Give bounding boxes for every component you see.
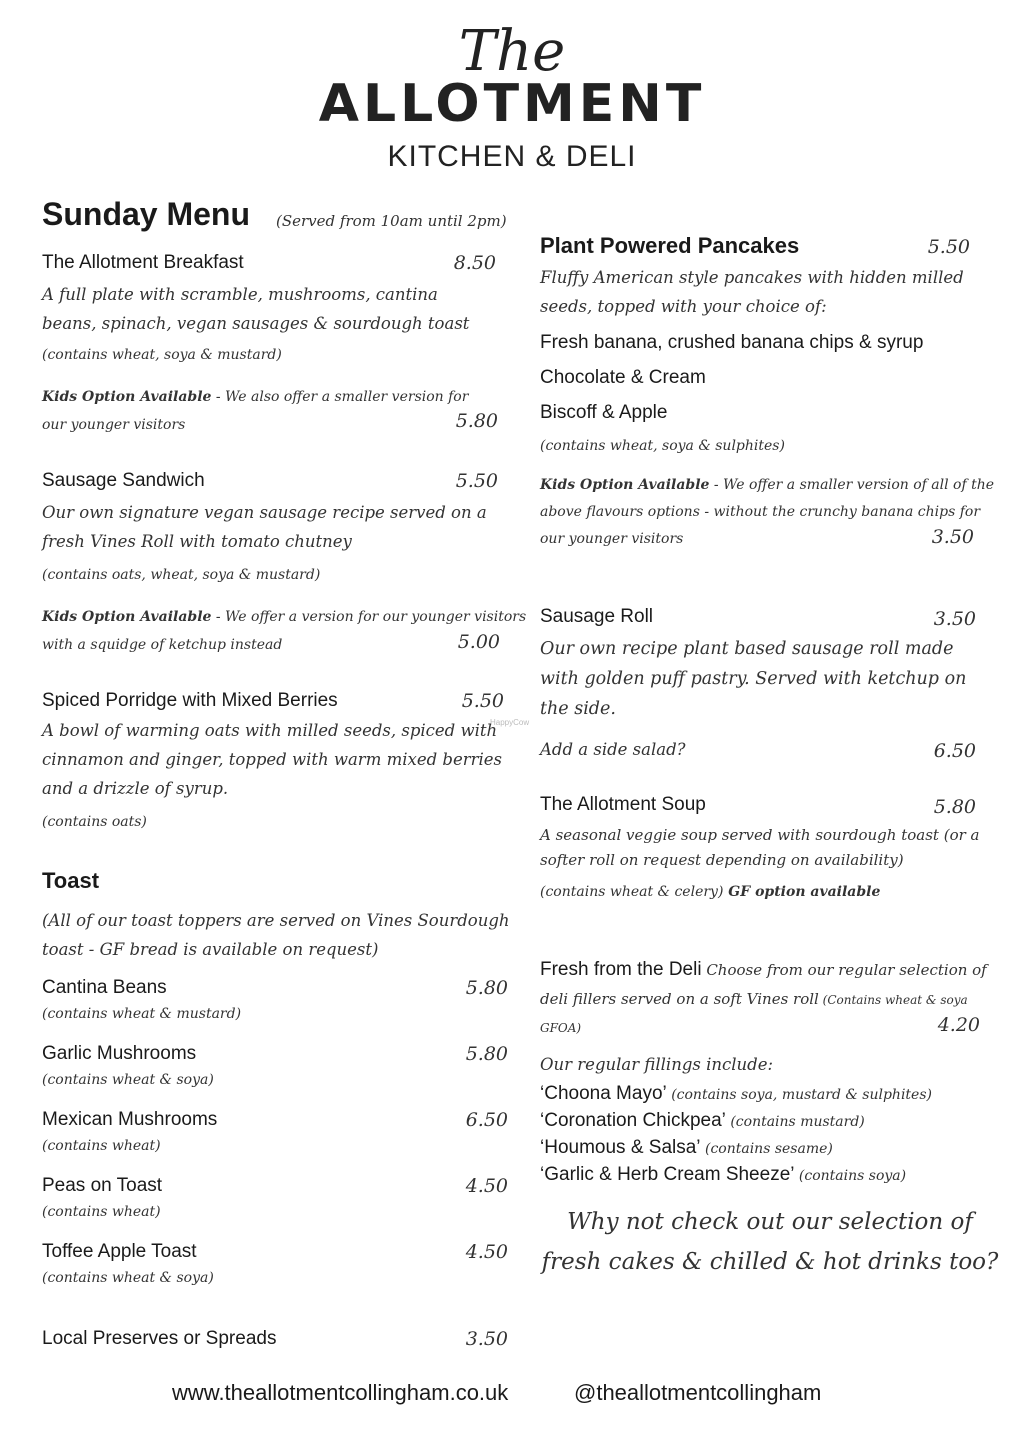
toast-item-allergens: (contains wheat) [42, 1138, 161, 1154]
served-time: (Served from 10am until 2pm) [276, 212, 507, 230]
logo-subtitle: KITCHEN & DELI [387, 140, 637, 173]
preserves-name: Local Preserves or Spreads [42, 1328, 277, 1349]
kids-label: Kids Option Available [540, 477, 710, 493]
toast-item-allergens: (contains wheat & soya) [42, 1270, 214, 1286]
toast-item-allergens: (contains wheat & mustard) [42, 1006, 242, 1022]
item-roll-price: 3.50 [933, 608, 976, 630]
pancake-option: Chocolate & Cream [540, 367, 706, 388]
item-roll-name: Sausage Roll [540, 606, 654, 627]
footer-social[interactable]: @theallotmentcollingham [574, 1380, 822, 1405]
item-pancakes-kids: Kids Option Available - We offer a smaller version of all of the above flavours options - without the crunchy banana chips for our younger visitors [540, 477, 995, 547]
toast-item-price: 5.80 [465, 1043, 508, 1065]
footer-website[interactable]: www.theallotmentcollingham.co.uk [172, 1380, 509, 1405]
item-breakfast-desc: A full plate with scramble, mushrooms, cantina beans, spinach, vegan sausages & sourdough toast [42, 285, 470, 333]
item-sandwich-desc: Our own signature vegan sausage recipe served on a fresh Vines Roll with tomato chutney [42, 503, 487, 551]
fillings-intro: Our regular fillings include: [540, 1055, 774, 1074]
filling-item: ‘Choona Mayo’ (contains soya, mustard & sulphites) [540, 1083, 932, 1104]
item-deli-name: Fresh from the Deli [540, 959, 702, 980]
promo-text: Why not check out our selection of fresh cakes & chilled & hot drinks too? [541, 1209, 999, 1275]
toast-item-name: Cantina Beans [42, 977, 167, 998]
toast-item-name: Mexican Mushrooms [42, 1109, 218, 1130]
item-breakfast-allergens: (contains wheat, soya & mustard) [42, 347, 282, 363]
item-porridge-price: 5.50 [461, 690, 504, 712]
item-sandwich-name: Sausage Sandwich [42, 470, 205, 491]
toast-item-price: 5.80 [465, 977, 508, 999]
item-sandwich-allergens: (contains oats, wheat, soya & mustard) [42, 567, 321, 583]
item-breakfast-kids-price: 5.80 [455, 410, 498, 432]
happycow-watermark: HappyCow [490, 718, 530, 727]
toast-item-price: 4.50 [465, 1175, 508, 1197]
pancake-option: Fresh banana, crushed banana chips & syrup [540, 332, 924, 353]
preserves-price: 3.50 [465, 1328, 508, 1350]
item-roll-desc: Our own recipe plant based sausage roll made with golden puff pastry. Served with ketchup on the side. [540, 639, 967, 719]
item-porridge-allergens: (contains oats) [42, 814, 147, 830]
item-pancakes-allergens: (contains wheat, soya & sulphites) [540, 438, 785, 454]
item-pancakes-price: 5.50 [927, 236, 970, 258]
item-roll-side-label: Add a side salad? [540, 740, 686, 759]
gf-option-label: GF option available [723, 884, 881, 900]
toast-item-name: Toffee Apple Toast [42, 1241, 197, 1262]
item-breakfast-kids: Kids Option Available - We also offer a smaller version for our younger visitors [42, 389, 469, 433]
logo-main: ALLOTMENT [318, 74, 706, 134]
toast-heading: Toast [42, 868, 100, 893]
item-sandwich-kids-price: 5.00 [457, 631, 500, 653]
filling-item: ‘Houmous & Salsa’ (contains sesame) [540, 1137, 833, 1158]
item-soup-price: 5.80 [933, 796, 976, 818]
item-breakfast-name: The Allotment Breakfast [42, 252, 244, 273]
item-soup-desc: A seasonal veggie soup served with sourdough toast (or a softer roll on request depending on availability) [540, 826, 980, 869]
item-sandwich-kids: Kids Option Available - We offer a version for our younger visitors with a squidge of ketchup instead [42, 609, 527, 653]
filling-item: ‘Garlic & Herb Cream Sheeze’ (contains soya) [540, 1164, 907, 1185]
item-deli-allergens: (Contains wheat & soya GFOA) [540, 993, 968, 1035]
item-porridge-name: Spiced Porridge with Mixed Berries [42, 690, 338, 711]
toast-intro: (All of our toast toppers are served on Vines Sourdough toast - GF bread is available on request) [42, 911, 510, 959]
item-pancakes-name: Plant Powered Pancakes [540, 233, 800, 258]
toast-item-name: Peas on Toast [42, 1175, 163, 1196]
item-deli-desc: Choose from our regular selection of deli fillers served on a soft Vines roll [540, 961, 987, 1008]
menu-title: Sunday Menu [42, 196, 251, 232]
kids-label: Kids Option Available [42, 609, 212, 625]
kids-label: Kids Option Available [42, 389, 212, 405]
item-pancakes-kids-price: 3.50 [931, 526, 974, 548]
toast-item-allergens: (contains wheat & soya) [42, 1072, 214, 1088]
item-soup-allergens: (contains wheat & celery) GF option available [540, 884, 881, 900]
toast-item-allergens: (contains wheat) [42, 1204, 161, 1220]
item-sandwich-price: 5.50 [455, 470, 498, 492]
item-soup-name: The Allotment Soup [540, 794, 706, 815]
item-breakfast-price: 8.50 [453, 252, 496, 274]
toast-item-price: 6.50 [465, 1109, 508, 1131]
item-roll-side-price: 6.50 [933, 740, 976, 762]
filling-item: ‘Coronation Chickpea’ (contains mustard) [540, 1110, 865, 1131]
toast-item-name: Garlic Mushrooms [42, 1043, 197, 1064]
item-pancakes-desc: Fluffy American style pancakes with hidden milled seeds, topped with your choice of: [540, 268, 964, 316]
item-deli-price: 4.20 [937, 1014, 980, 1036]
item-porridge-desc: A bowl of warming oats with milled seeds, spiced with cinnamon and ginger, topped with warm mixed berries and a drizzle of syrup. [42, 721, 503, 798]
logo-the: The [458, 19, 566, 84]
pancake-option: Biscoff & Apple [540, 402, 668, 423]
toast-item-price: 4.50 [465, 1241, 508, 1263]
